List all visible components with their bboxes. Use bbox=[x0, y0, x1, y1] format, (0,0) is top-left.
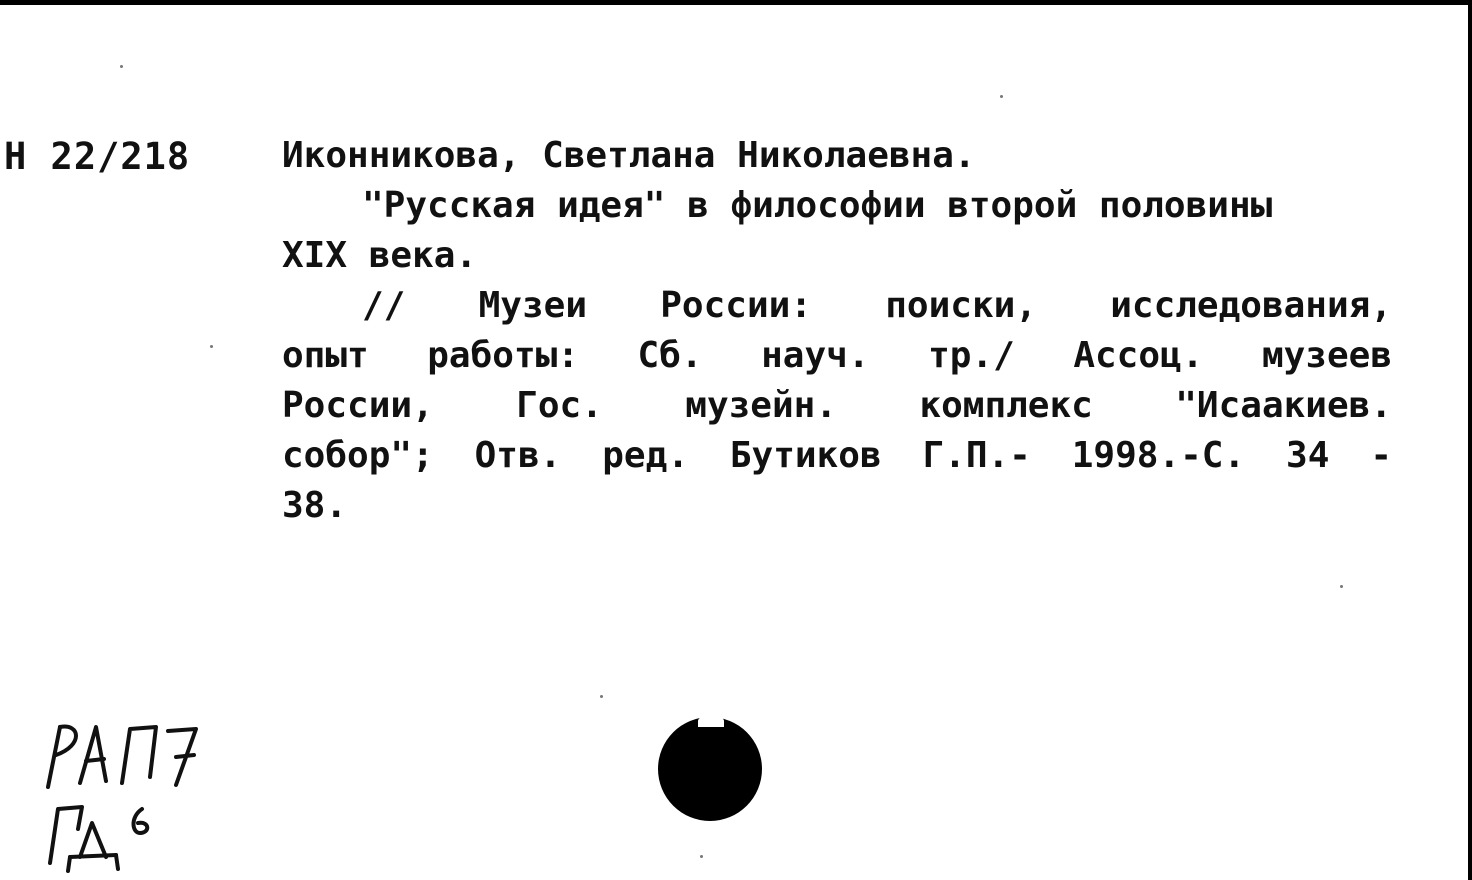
paper-speck bbox=[1340, 585, 1343, 588]
source-line: собор"; Отв. ред. Бутиков Г.П.- 1998.-С. 34 - bbox=[282, 435, 1392, 476]
paper-speck bbox=[700, 855, 703, 858]
author-line: Иконникова, Светлана Николаевна. bbox=[282, 135, 976, 176]
paper-speck bbox=[1000, 95, 1003, 98]
punch-hole bbox=[658, 717, 762, 821]
source-line: России, Гос. музейн. комплекс "Исаакиев. bbox=[282, 385, 1392, 426]
paper-speck bbox=[600, 695, 603, 698]
source-line: опыт работы: Сб. науч. тр./ Ассоц. музеев bbox=[282, 335, 1392, 376]
page-range-end: 38. bbox=[282, 485, 348, 526]
paper-speck bbox=[120, 65, 123, 68]
title-line: "Русская идея" в философии второй половины bbox=[362, 185, 1273, 226]
shelfmark: Н 22/218 bbox=[4, 135, 191, 178]
source-line: // Музеи России: поиски, исследования, bbox=[362, 285, 1392, 326]
handwritten-annotation bbox=[40, 705, 220, 875]
title-line-continued: XIX века. bbox=[282, 235, 478, 276]
paper-speck bbox=[210, 345, 213, 348]
punch-hole-notch bbox=[698, 715, 724, 727]
bibliographic-entry bbox=[282, 131, 1392, 531]
